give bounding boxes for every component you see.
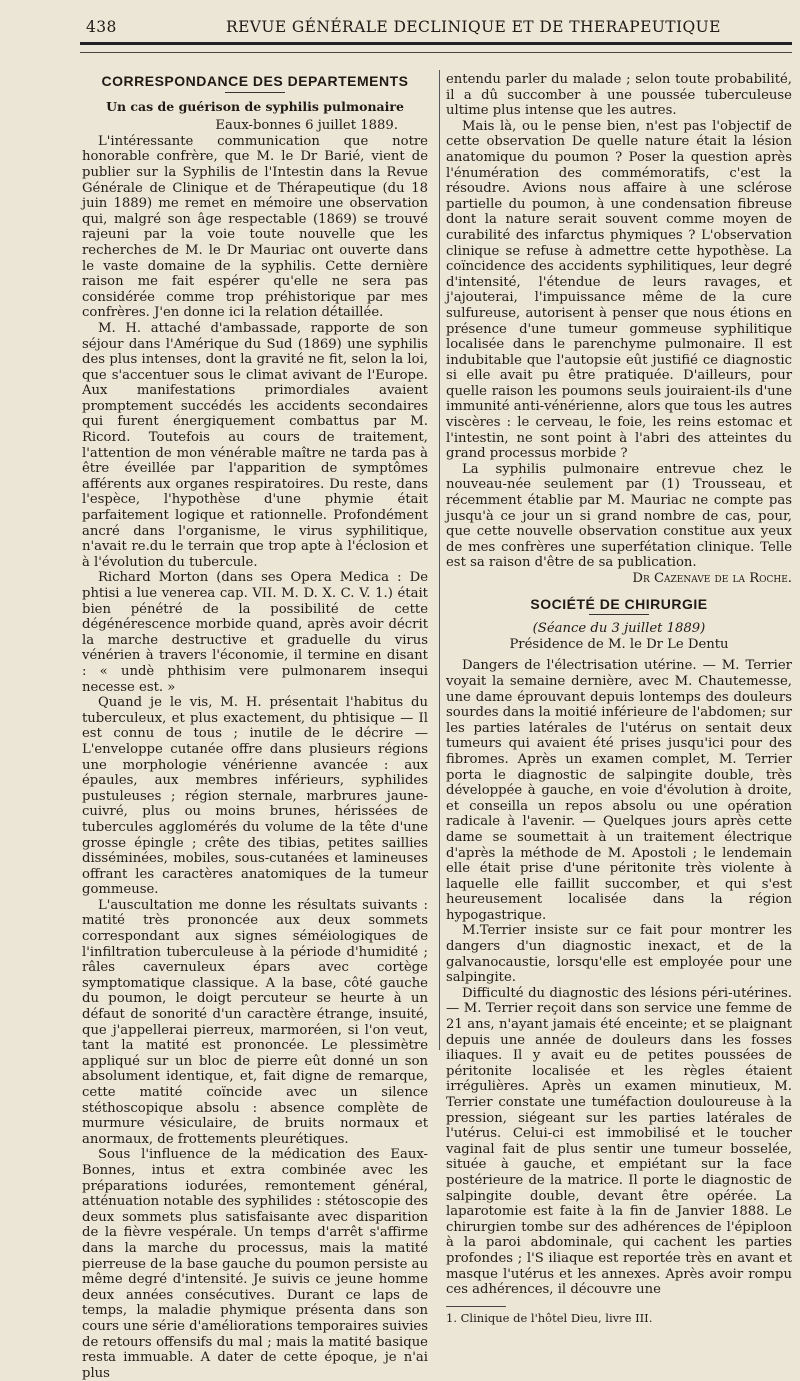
section-rule xyxy=(225,92,285,93)
paragraph: Richard Morton (dans ses Opera Medica : De phtisi a lue venerea cap. VII. M. D. X. C. V. 1.) était bien pénétré de la possibilité de cette dégénérescence morbide quand, après avoir décrit la marche destructive et graduelle du virus vénérien à travers l'économie, il termine en disant : « undè phthisim vere pulmonarem insequi necesse est. » xyxy=(82,570,428,695)
running-title: REVUE GÉNÉRALE DECLINIQUE ET DE THERAPEUTIQUE xyxy=(226,18,721,36)
signature: Dr Cazenave de la Roche. xyxy=(632,571,792,586)
page-number: 438 xyxy=(86,18,117,36)
section-rule xyxy=(589,614,649,615)
paragraph: Dangers de l'électrisation utérine. — M. Terrier voyait la semaine dernière, avec M. Chautemesse, une dame éprouvant depuis lontemps des douleurs sourdes dans la moitié inférieure de l'abdomen; sur les parties latérales de l'utérus on sentait deux tumeurs qui avaient été prises jusqu'ici pour des fibromes. Après un examen complet, M. Terrier porta le diagnostic de salpingite double, très développée à gauche, en voie d'évolution à droite, et conseilla un repos absolu ou une opération radicale à l'avenir. — Quelques jours après cette dame se soumettait à un traitement électrique d'après la méthode de M. Apostoli ; le lendemain elle était prise d'une péritonite très violente à laquelle elle faillit succomber, et qui s'est heureusement localisée dans la région hypogastrique. xyxy=(446,658,792,923)
paragraph: Quand je le vis, M. H. présentait l'habitus du tuberculeux, et plus exactement, du phtisique — Il est connu de tous ; inutile de le décrire — L'enveloppe cutanée offre dans plusieurs régions une morphologie vénérienne avancée : aux épaules, aux membres inférieurs, syphilides pustuleuses ; région sternale, marbrures jaune-cuivré, plus ou moins brunes, hérissées de tubercules agglomérés du volume de la tête d'une grosse épingle ; crête des tibias, petites saillies disséminées, mobiles, sous-cutanées et lamineuses offrant les caractères anatomiques de la tumeur gommeuse. xyxy=(82,695,428,898)
header-rule-thick xyxy=(80,42,792,45)
paragraph: Difficulté du diagnostic des lésions péri-utérines. — M. Terrier reçoit dans son service une femme de 21 ans, n'ayant jamais été enceinte; et se plaignant depuis une année de douleurs dans les fosses iliaques. Il y avait eu de petites poussées de péritonite localisée et les règles étaient irrégulières. Après un examen minutieux, M. Terrier constate une tuméfaction douloureuse à la pression, siégeant sur les parties latérales de l'utérus. Celui-ci est immobilisé et le toucher vaginal fait de plus sentir une tumeur bosselée, située à gauche, et empiétant sur la face postérieure de la matrice. Il porte le diagnostic de salpingite double, devant être opérée. La laparotomie est faite à la fin de Janvier 1888. Le chirurgien tombe sur des adhérences de l'épiploon à la paroi abdominale, qui cachent les parties profondes ; l'S iliaque est reportée très en avant et masque l'utérus et les annexes. Après avoir rompu ces adhérences, il découvre une xyxy=(446,985,792,1298)
presidence: Présidence de M. le Dr Le Dentu xyxy=(509,636,729,652)
paragraph: Mais là, ou le pense bien, n'est pas l'objectif de cette observation De quelle nature était la lésion anatomique du poumon ? Poser la question après l'énumération des commémoratifs, c'est la résoudre. Avions nous affaire à une sclérose partielle du poumon, à une condensation fibreuse dont la nature serait souvent comme moyen de curabilité des infarctus phymiques ? L'observation clinique se refuse à admettre cette hypothèse. La coïncidence des accidents syphilitiques, leur degré d'intensité, l'étendue de leurs ravages, et j'ajouterai, l'impuissance même de la cure sulfureuse, autorisent à penser que nous étions en présence d'une tumeur gommeuse syphilitique localisée dans le parenchyme pulmonaire. Il est indubitable que l'autopsie eût justifié ce diagnostic si elle avait pu être pratiquée. D'ailleurs, pour quelle raison les poumons seuls jouiraient-ils d'une immunité anti-vénérienne, alors que tous les autres viscères : le cerveau, le foie, les reins estomac et l'intestin, ne sont point à l'abri des atteintes du grand processus morbide ? xyxy=(446,118,792,462)
article-title: Un cas de guérison de syphilis pulmonaire xyxy=(106,98,404,114)
section-chirurgie xyxy=(446,597,792,653)
session-date: (Séance du 3 juillet 1889) xyxy=(532,621,706,637)
footnote: 1. Clinique de l'hôtel Dieu, livre III. xyxy=(446,1310,653,1325)
running-header xyxy=(86,18,790,40)
paragraph: Sous l'influence de la médication des Eaux-Bonnes, intus et extra combinée avec les préparations iodurées, remontement général, atténuation notable des syphilides : stétoscopie des deux sommets plus satisfaisante avec disparition de la fièvre vespérale. Un temps d'arrêt s'affirme dans la marche du processus, mais la matité pierreuse de la base gauche du poumon persiste au même degré d'intensité. Je suivis ce jeune homme deux années consécutives. Durant ce laps de temps, la maladie phymique présenta dans son cours une série d'améliorations temporaires suivies de retours offensifs du mal ; mais la matité basique resta immuable. A dater de cette époque, je n'ai plus xyxy=(82,1147,429,1381)
paragraph: M. H. attaché d'ambassade, rapporte de son séjour dans l'Amérique du Sud (1869) une syphilis des plus intenses, dont la gravité ne fit, selon la loi, que s'accentuer sous le climat avivant de l'Europe. Aux manifestations primordiales avaient promptement succédés les accidents secondaires qui furent énergiquement combattus par M. Ricord. Toutefois au cours de traitement, l'attention de mon vénérable maître ne tarda pas à être éveillée par l'apparition de symptômes afférents aux organes respiratoires. Du reste, dans l'espèce, l'hypothèse d'une phymie était parfaitement logique et rationnelle. Profondément ancré dans l'organisme, le virus syphilitique, n'avait re.du le terrain que trop apte à l'éclosion et à l'évolution du tubercule. xyxy=(82,320,428,570)
column-divider xyxy=(439,70,440,1050)
paragraph: La syphilis pulmonaire entrevue chez le nouveau-née seulement par (1) Trousseau, et récemment établie par M. Mauriac ne compte pas jusqu'à ce jour un si grand nombre de cas, pour, que cette nouvelle observation constitue aux yeux de mes confrères une superfétation clinique. Telle est sa raison d'être de sa publication. xyxy=(446,461,792,571)
left-column xyxy=(82,72,428,1381)
paragraph: M.Terrier insiste sur ce fait pour montrer les dangers d'un diagnostic inexact, et de la galvanocaustie, lorsqu'elle est employée pour une salpingite. xyxy=(446,923,792,986)
paragraph: L'intéressante communication que notre honorable confrère, que M. le Dr Barié, vient de publier sur la Syphilis de l'Intestin dans la Revue Générale de Clinique et de Thérapeutique (du 18 juin 1889) me remet en mémoire une observation qui, malgré son âge respectable (1869) se trouvé rajeuni par la voie toute nouvelle que les recherches de M. le Dr Mauriac ont ouverte dans le vaste domaine de la syphilis. Cette dernière raison me fait espérer qu'elle ne sera pas considérée comme trop préhistorique par mes confrères. J'en donne ici la relation détaillée. xyxy=(82,133,428,321)
footnote-rule xyxy=(446,1306,506,1307)
right-column xyxy=(446,72,792,1326)
paragraph-continued: entendu parler du malade ; selon toute probabilité, il a dû succomber à une poussée tuberculeuse ultime plus intense que les autres. xyxy=(446,72,792,119)
paragraph: L'auscultation me donne les résultats suivants : matité très prononcée aux deux sommets correspondant aux signes séméiologiques de l'infiltration tuberculeuse à la période d'humidité ; râles cavernuleux épars avec cortège symptomatique classique. A la base, côté gauche du poumon, le doigt percuteur se heurte à un défaut de sonorité d'un caractère étrange, insuité, que j'appellerai pierreux, marmoréen, si l'on veut, tant la matité est prononcée. Le plessimètre appliqué sur un bloc de pierre eût donné un son absolument identique, et, fait digne de remarque, cette matité coïncide avec un silence stéthoscopique absolu : absence complète de murmure vésiculaire, de bruits normaux et anormaux, de frottements pleurétiques. xyxy=(82,897,428,1147)
section-title-chirurgie: SOCIÉTÉ DE CHIRURGIE xyxy=(530,595,708,612)
header-rule-thin xyxy=(80,52,792,53)
dateline: Eaux-bonnes 6 juillet 1889. xyxy=(215,118,398,134)
section-title-correspondance: CORRESPONDANCE DES DEPARTEMENTS xyxy=(101,73,409,89)
